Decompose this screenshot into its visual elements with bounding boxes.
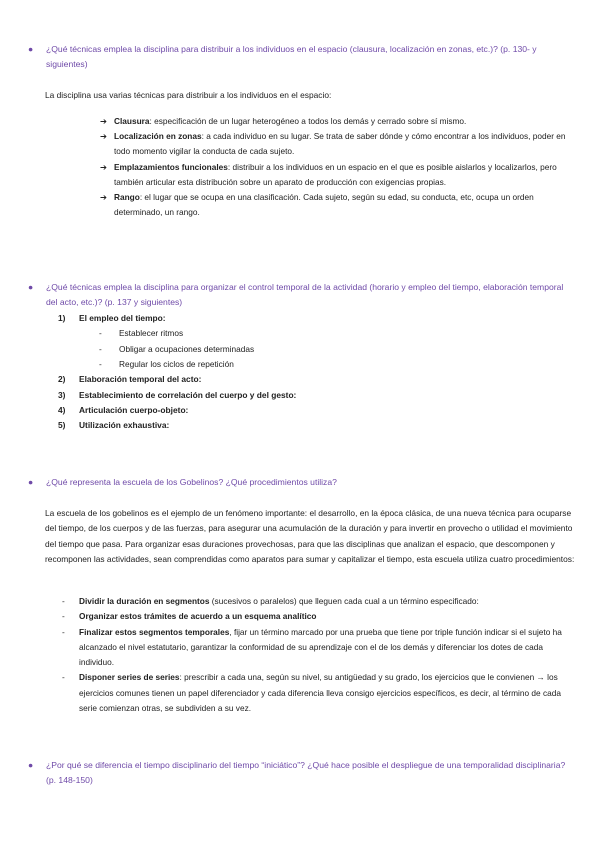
item-number: 1): [58, 313, 66, 323]
question-3: [28, 475, 573, 490]
item-text: Elaboración temporal del acto:: [79, 374, 202, 385]
sub-item-text: Regular los ciclos de repetición: [119, 359, 234, 370]
item-number: 5): [58, 420, 66, 431]
term: Organizar estos trámites de acuerdo a un esquema analítico: [79, 611, 317, 622]
definition: (sucesivos o paralelos) que lleguen cada cual a un término especificado:: [209, 596, 479, 606]
term: Rango: [114, 192, 140, 203]
gobelinos-paragraph: La escuela de los gobelinos es el ejemplo de un fenómeno importante: el desarrollo, en la época clásica, de una nueva técnica para ocuparse del tiempo, de los cuerpos y de las fuerzas, para asegurar una acumulación de la duración y para invertir en provecho o utilidad el movimiento del tiempo que pasa. Para organizar esas duraciones provechosas, para que las disciplinas que analizan el espacio, que descomponen y recomponen las actividades, sean comprendidas como aparatos para sumar y capitalizar el tiempo, esta escuela utiliza cuatro procedimientos:: [45, 508, 575, 564]
item-number: 2): [58, 374, 66, 385]
list-item: [58, 418, 558, 433]
list-item: [100, 114, 574, 129]
term: Clausura: [114, 116, 150, 126]
bullet-icon: ●: [28, 282, 34, 292]
definition: : prescribir a cada una, según su nivel, su antigüedad y su grado, los ejercicios que le convienen → los ejercicios comunes tienen un papel diferenciador y cada diferencia lleva consigo ejercicios específicos, es decir, al término de cada serie comienzan otras, se subdividen a su vez.: [79, 672, 561, 714]
definition: : a cada individuo en su lugar. Se trata de saber dónde y cómo encontrar a los individuos, poder en todo momento vigilar la conducta de cada sujeto.: [114, 131, 566, 157]
arrow-icon: ➔: [100, 161, 107, 172]
bullet-icon: ●: [28, 760, 34, 770]
dash-icon: -: [62, 672, 65, 683]
dash-icon: -: [99, 328, 102, 339]
sub-item-text: Establecer ritmos: [119, 328, 184, 339]
question-2-text: ¿Qué técnicas emplea la disciplina para organizar el control temporal de la actividad (horario y empleo del tiempo, elaboración temporal del acto, etc.)? (p. 137 y siguientes): [46, 282, 564, 307]
bullet-icon: ●: [28, 477, 34, 487]
sub-item: [79, 357, 558, 372]
list-item: [58, 388, 558, 403]
list-item: [100, 190, 574, 220]
dash-icon: -: [62, 611, 65, 622]
question-3-text: ¿Qué representa la escuela de los Gobelinos? ¿Qué procedimientos utiliza?: [46, 477, 337, 487]
item-text: Utilización exhaustiva:: [79, 420, 170, 431]
list-item: [58, 403, 558, 418]
list-item: [58, 372, 558, 387]
arrow-icon: ➔: [100, 131, 107, 142]
definition: , fijar un término marcado por una prueba que tiene por triple función indicar si el sujeto ha alcanzado el nivel estatutario, garantizar la conformidad de su aprendizaje con el de los demás y diferenciar los dotes de cada individuo.: [79, 626, 562, 668]
procedures-list: [62, 594, 574, 716]
item-number: 3): [58, 389, 66, 400]
sub-item-text: Obligar a ocupaciones determinadas: [119, 343, 255, 354]
list-item: [100, 129, 574, 159]
definition: : distribuir a los individuos en un espacio en el que es posible aislarlos y localizarlos, pero también articular esta distribución sobre un aparato de producción con exigencias propias.: [114, 161, 557, 187]
definition: : el lugar que se ocupa en una clasificación. Cada sujeto, según su edad, su conducta, etc, ocupa un orden determinado, un rango.: [114, 192, 534, 218]
term: Dividir la duración en segmentos: [79, 596, 210, 606]
section-1-intro: La disciplina usa varias técnicas para distribuir a los individuos en el espacio:: [45, 90, 332, 100]
list-item: [62, 594, 574, 609]
question-4: [28, 758, 573, 788]
question-2: [28, 280, 573, 310]
list-item: [62, 670, 574, 716]
arrow-icon: ➔: [100, 116, 107, 126]
item-text: Articulación cuerpo-objeto:: [79, 404, 189, 415]
list-item: [62, 609, 574, 624]
dash-icon: -: [62, 626, 65, 637]
bullet-icon: ●: [28, 44, 34, 54]
list-item: [100, 160, 574, 190]
term: Localización en zonas: [114, 131, 202, 142]
arrow-icon: ➔: [100, 192, 107, 203]
question-1-text: ¿Qué técnicas emplea la disciplina para distribuir a los individuos en el espacio (clausura, localización en zonas, etc.)? (p. 130- y siguientes): [46, 44, 537, 69]
term: Emplazamientos funcionales: [114, 161, 228, 172]
definition: : especificación de un lugar heterogéneo a todos los demás y cerrado sobre sí mismo.: [149, 116, 467, 126]
item-text: Establecimiento de correlación del cuerpo y del gesto:: [79, 389, 297, 400]
list-item: [62, 625, 574, 671]
question-4-text: ¿Por qué se diferencia el tiempo disciplinario del tiempo “iniciático”? ¿Qué hace posible el despliegue de una temporalidad disciplinaria? (p. 148-150): [46, 760, 566, 785]
question-1: [28, 42, 573, 72]
sub-item: [79, 326, 558, 341]
term: Disponer series de series: [79, 672, 180, 683]
item-number: 4): [58, 404, 66, 415]
dash-icon: -: [99, 359, 102, 370]
distribution-techniques-list: [100, 114, 574, 220]
item-text: El empleo del tiempo:: [79, 313, 166, 323]
term: Finalizar estos segmentos temporales: [79, 626, 230, 637]
dash-icon: -: [99, 343, 102, 354]
temporal-control-list: [58, 311, 558, 433]
list-item: [58, 311, 558, 372]
dash-icon: -: [62, 596, 65, 606]
sub-item: [79, 342, 558, 357]
